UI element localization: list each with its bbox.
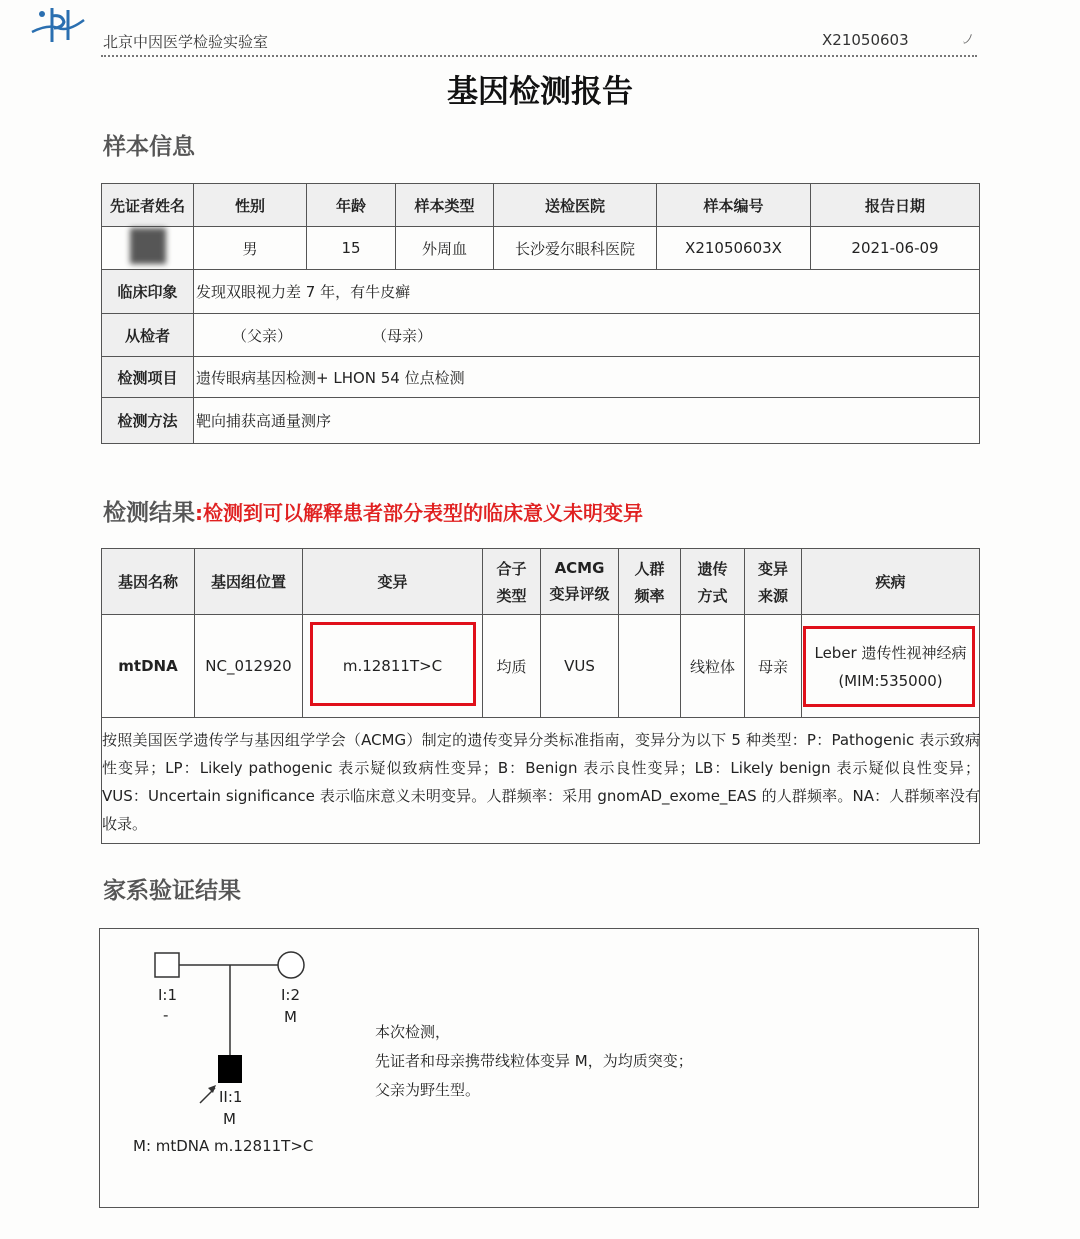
relatives-label: 从检者	[102, 314, 194, 357]
report-title: 基因检测报告	[447, 74, 633, 110]
col-age: 年龄	[307, 184, 396, 227]
family-conclusion	[375, 1018, 693, 1105]
father-id: I:1	[158, 986, 178, 1004]
col-inherit-l1: 遗传	[697, 559, 728, 578]
origin-value: 母亲	[745, 615, 802, 718]
proband-symbol	[218, 1055, 242, 1083]
col-sex: 性别	[194, 184, 307, 227]
mother-genotype: M	[284, 1008, 297, 1026]
col-disease: 疾病	[802, 549, 980, 615]
col-report-date: 报告日期	[811, 184, 980, 227]
acmg-note: 按照美国医学遗传学与基因组学学会（ACMG）制定的遗传变异分类标准指南，变异分为以下 5 种类型：P：Pathogenic 表示致病性变异；LP：Likely pathogenic 表示疑似致病性变异；B：Benign 表示良性变异；LB：Likely benign 表示疑似良性变异；VUS：Uncertain significance 表示临床意义未明变异。人群频率：采用 gnomAD_exome_EAS 的人群频率。NA：人群频率没有收录。	[102, 731, 980, 833]
sample-value-row	[102, 227, 980, 270]
result-heading-label: 检测结果	[103, 500, 195, 526]
conclusion-line-1: 本次检测，	[375, 1023, 451, 1041]
result-header-row	[102, 549, 980, 615]
disease-highlight-box	[803, 626, 975, 707]
test-item-row	[102, 357, 980, 398]
col-freq-l1: 人群	[634, 559, 665, 578]
col-inheritance	[681, 549, 745, 615]
sample-info-table	[101, 183, 980, 444]
relatives-row	[102, 314, 980, 357]
father-symbol	[155, 953, 179, 977]
clinical-row	[102, 270, 980, 314]
col-acmg-l2: 变异评级	[549, 585, 610, 603]
col-zygosity-l1: 合子	[496, 559, 527, 578]
col-origin	[745, 549, 802, 615]
variant-highlight-box	[310, 622, 476, 706]
col-hospital: 送检医院	[494, 184, 657, 227]
mother-symbol	[278, 952, 304, 978]
col-position: 基因组位置	[195, 549, 303, 615]
col-freq-l2: 频率	[634, 586, 665, 605]
col-zygosity-l2: 类型	[496, 586, 527, 605]
col-origin-l1: 变异	[757, 559, 788, 578]
inheritance-value: 线粒体	[681, 615, 745, 718]
sample-info-heading: 样本信息	[103, 134, 195, 160]
sample-header-row	[102, 184, 980, 227]
col-sample-no: 样本编号	[657, 184, 811, 227]
clinical-value: 发现双眼视力差 7 年，有牛皮癣	[194, 270, 980, 314]
sample-type-value: 外周血	[396, 227, 494, 270]
test-item-label: 检测项目	[102, 357, 194, 398]
position-value: NC_012920	[195, 615, 303, 718]
method-row	[102, 398, 980, 444]
sample-no-value: X21050603X	[657, 227, 811, 270]
report-id: X21050603	[822, 31, 909, 49]
redacted-name	[130, 228, 166, 264]
col-inherit-l2: 方式	[697, 586, 728, 605]
acmg-value: VUS	[541, 615, 619, 718]
col-variant: 变异	[303, 549, 483, 615]
family-heading: 家系验证结果	[103, 878, 241, 904]
report-date-value: 2021-06-09	[811, 227, 980, 270]
proband-genotype: M	[223, 1110, 236, 1128]
col-frequency	[619, 549, 681, 615]
col-zygosity	[483, 549, 541, 615]
conclusion-line-2: 先证者和母亲携带线粒体变异 M，为均质突变；	[375, 1052, 693, 1070]
age-value: 15	[307, 227, 396, 270]
frequency-value	[619, 615, 681, 718]
conclusion-line-3: 父亲为野生型。	[375, 1081, 481, 1099]
col-gene: 基因名称	[102, 549, 195, 615]
header-mark: ㇢	[962, 33, 975, 47]
col-sample-type: 样本类型	[396, 184, 494, 227]
disease-mim: (MIM:535000)	[838, 672, 943, 690]
header-divider	[101, 55, 977, 57]
disease-name: Leber 遗传性视神经病	[814, 644, 967, 662]
mother-id: I:2	[281, 986, 301, 1004]
proband-name-value	[102, 227, 194, 270]
method-value: 靶向捕获高通量测序	[194, 398, 980, 444]
relative-father: （父亲）	[232, 326, 293, 345]
lab-name: 北京中因医学检验实验室	[103, 33, 269, 51]
gene-value: mtDNA	[102, 615, 195, 718]
clinical-label: 临床印象	[102, 270, 194, 314]
hospital-value: 长沙爱尔眼科医院	[494, 227, 657, 270]
col-acmg	[541, 549, 619, 615]
method-label: 检测方法	[102, 398, 194, 444]
lab-logo	[28, 2, 88, 50]
test-item-value: 遗传眼病基因检测+ LHON 54 位点检测	[194, 357, 980, 398]
col-acmg-l1: ACMG	[554, 559, 605, 577]
col-origin-l2: 来源	[757, 586, 788, 605]
relatives-value	[194, 314, 980, 357]
zygosity-value: 均质	[483, 615, 541, 718]
relative-mother: （母亲）	[372, 326, 433, 345]
result-summary: :检测到可以解释患者部分表型的临床意义未明变异	[195, 501, 643, 525]
col-proband-name: 先证者姓名	[102, 184, 194, 227]
sex-value: 男	[194, 227, 307, 270]
result-heading	[103, 494, 643, 527]
variant-value: m.12811T>C	[303, 615, 483, 718]
pedigree-chart	[99, 928, 399, 1206]
father-genotype: -	[163, 1006, 169, 1024]
variant-legend: M: mtDNA m.12811T>C	[133, 1137, 314, 1155]
proband-id: II:1	[219, 1088, 243, 1106]
